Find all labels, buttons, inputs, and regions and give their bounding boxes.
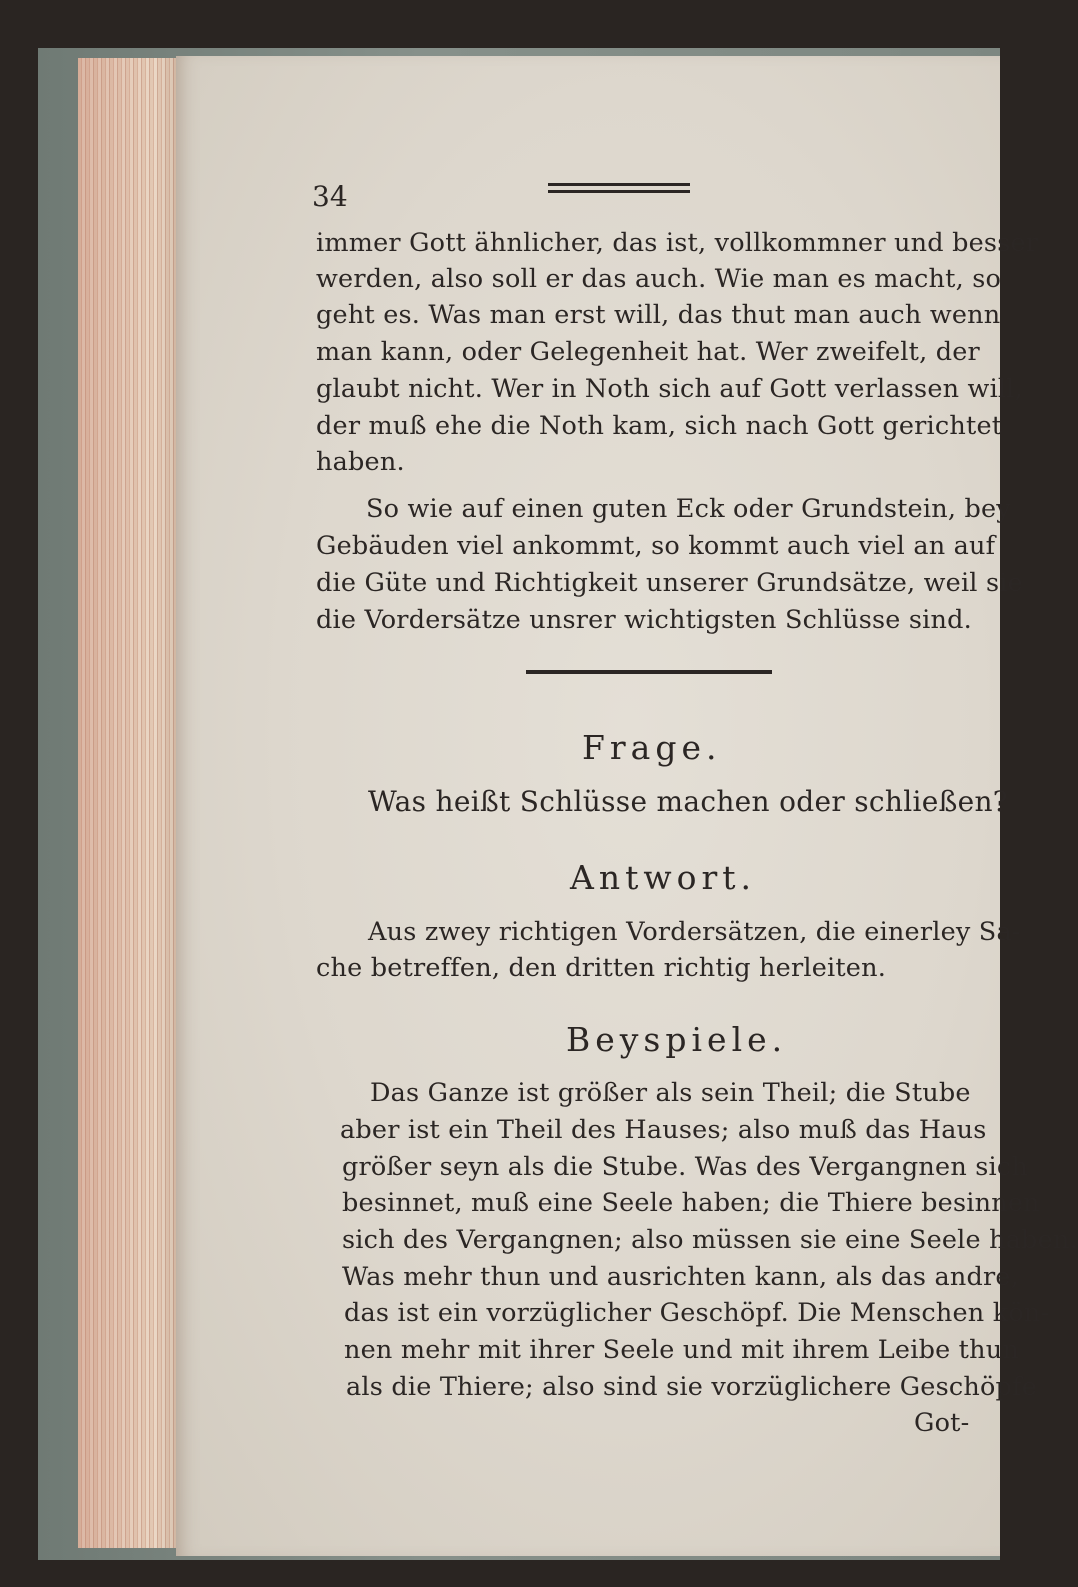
text-line: die Güte und Richtigkeit unserer Grundsätze, weil sie xyxy=(316,568,1023,598)
text-line: Gebäuden viel ankommt, so kommt auch viel an auf xyxy=(316,531,996,561)
text-line: haben. xyxy=(316,447,405,477)
text-line: nen mehr mit ihrer Seele und mit ihrem Leibe thun xyxy=(344,1335,1020,1365)
header-rule xyxy=(548,183,690,197)
catchword: Got- xyxy=(914,1408,970,1438)
frage-text: Was heißt Schlüsse machen oder schließen? xyxy=(368,785,1009,818)
section-rule xyxy=(526,670,772,674)
text-line: größer seyn als die Stube. Was des Vergangnen sich xyxy=(342,1152,1028,1182)
antwort-heading: Antwort. xyxy=(570,858,756,897)
text-line: glaubt nicht. Wer in Noth sich auf Gott verlassen will, xyxy=(316,374,1023,404)
text-line: der muß ehe die Noth kam, sich nach Gott gerichtet xyxy=(316,411,1003,441)
text-line: das ist ein vorzüglicher Geschöpf. Die Menschen kön- xyxy=(344,1298,1050,1328)
page-edges xyxy=(78,58,188,1548)
text-line: Aus zwey richtigen Vordersätzen, die einerley Sa- xyxy=(368,917,1021,947)
text-line: che betreffen, den dritten richtig herleiten. xyxy=(316,953,887,983)
text-line: werden, also soll er das auch. Wie man es macht, so xyxy=(316,264,1002,294)
text-line: immer Gott ähnlicher, das ist, vollkommner und besser xyxy=(316,228,1039,258)
text-line: geht es. Was man erst will, das thut man auch wenn xyxy=(316,300,1001,330)
page-number: 34 xyxy=(312,180,348,213)
text-line: besinnet, muß eine Seele haben; die Thiere besinnen xyxy=(342,1188,1040,1218)
text-line: man kann, oder Gelegenheit hat. Wer zweifelt, der xyxy=(316,337,980,367)
text-line: als die Thiere; also sind sie vorzüglichere Geschöpfe xyxy=(346,1372,1037,1402)
text-line: sich des Vergangnen; also müssen sie eine Seele haben. xyxy=(342,1225,1078,1255)
text-line: die Vordersätze unsrer wichtigsten Schlüsse sind. xyxy=(316,605,972,635)
text-line: So wie auf einen guten Eck oder Grundstein, bey xyxy=(366,494,1011,524)
frage-heading: Frage. xyxy=(582,728,722,767)
text-line: aber ist ein Theil des Hauses; also muß das Haus xyxy=(340,1115,987,1145)
text-line: Was mehr thun und ausrichten kann, als das andre, xyxy=(342,1262,1020,1292)
beyspiele-heading: Beyspiele. xyxy=(566,1020,788,1059)
text-line: Das Ganze ist größer als sein Theil; die Stube xyxy=(370,1078,971,1108)
